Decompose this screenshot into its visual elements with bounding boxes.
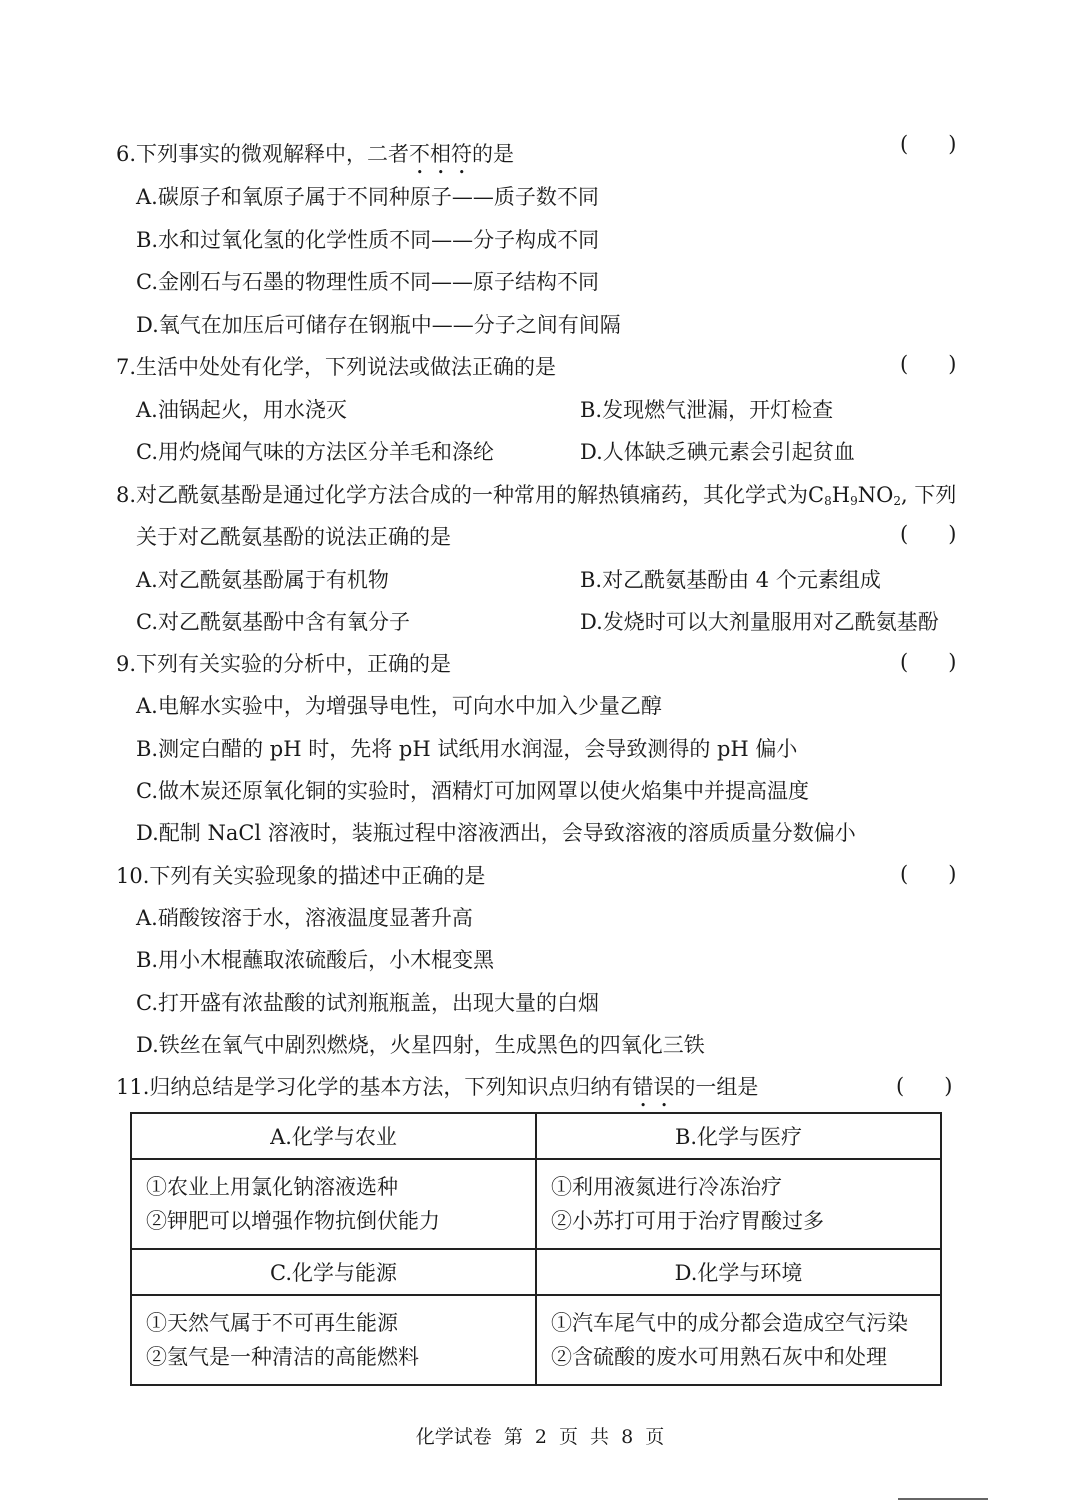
table-cell-c-line1: ①天然气属于不可再生能源: [146, 1311, 398, 1335]
knowledge-summary-table: [130, 1112, 942, 1386]
question-7-option-b: B.发现燃气泄漏，开灯检查: [580, 398, 834, 422]
question-9-option-c: C.做木炭还原氧化铜的实验时，酒精灯可加网罩以使火焰集中并提高温度: [136, 779, 809, 803]
question-9-option-b: B.测定白醋的 pH 时，先将 pH 试纸用水润湿，会导致测得的 pH 偏小: [136, 737, 798, 761]
question-6-option-b: B.水和过氧化氢的化学性质不同——分子构成不同: [136, 228, 600, 252]
table-cell-a: [131, 1159, 536, 1249]
question-10-option-a: A.硝酸铵溶于水，溶液温度显著升高: [136, 906, 473, 930]
table-cell-a-line2: ②钾肥可以增强作物抗倒伏能力: [146, 1209, 440, 1233]
table-cell-d: [536, 1295, 941, 1385]
table-header-d: D.化学与环境: [536, 1249, 941, 1295]
page-footer: 化学试卷 第 2 页 共 8 页: [415, 1426, 665, 1448]
table-cell-a-line1: ①农业上用氯化钠溶液选种: [146, 1175, 398, 1199]
question-7-option-d: D.人体缺乏碘元素会引起贫血: [580, 440, 855, 464]
question-8-option-d: D.发烧时可以大剂量服用对乙酰氨基酚: [580, 610, 939, 634]
question-8-stem-line2: 关于对乙酰氨基酚的说法正确的是: [136, 525, 451, 549]
question-10-answer-bracket: ( ): [900, 862, 957, 886]
question-10-option-c: C.打开盛有浓盐酸的试剂瓶瓶盖，出现大量的白烟: [136, 991, 599, 1015]
question-8-answer-bracket: ( ): [900, 522, 957, 546]
question-6-stem: 6.下列事实的微观解释中，二者不相符的是: [116, 142, 515, 166]
scan-edge-mark: [898, 1498, 988, 1504]
table-cell-d-line2: ②含硫酸的废水可用熟石灰中和处理: [551, 1345, 887, 1369]
table-header-c: C.化学与能源: [131, 1249, 536, 1295]
table-cell-c-line2: ②氢气是一种清洁的高能燃料: [146, 1345, 419, 1369]
question-7-stem: 7.生活中处处有化学，下列说法或做法正确的是: [116, 355, 557, 379]
question-7-option-c: C.用灼烧闻气味的方法区分羊毛和涤纶: [136, 440, 494, 464]
question-10-stem: 10.下列有关实验现象的描述中正确的是: [116, 864, 486, 888]
question-6-option-d: D.氧气在加压后可储存在钢瓶中——分子之间有间隔: [136, 313, 621, 337]
question-8-option-a: A.对乙酰氨基酚属于有机物: [136, 568, 389, 592]
chemical-formula: $C_8H_9NO_2$: [808, 483, 901, 508]
table-header-b: B.化学与医疗: [536, 1113, 941, 1159]
table-cell-b-line2: ②小苏打可用于治疗胃酸过多: [551, 1209, 824, 1233]
question-8-stem-line1: 8.对乙酰氨基酚是通过化学方法合成的一种常用的解热镇痛药，其化学式为$C_8H_9NO_2$, 下列: [116, 483, 957, 508]
question-10-option-d: D.铁丝在氧气中剧烈燃烧，火星四射，生成黑色的四氧化三铁: [136, 1033, 705, 1057]
question-11-answer-bracket: ( ): [896, 1074, 953, 1098]
table-cell-d-line1: ①汽车尾气中的成分都会造成空气污染: [551, 1311, 908, 1335]
question-9-option-a: A.电解水实验中，为增强导电性，可向水中加入少量乙醇: [136, 694, 662, 718]
question-8-option-c: C.对乙酰氨基酚中含有氧分子: [136, 610, 410, 634]
question-9-stem: 9.下列有关实验的分析中，正确的是: [116, 652, 452, 676]
question-10-option-b: B.用小木棍蘸取浓硫酸后，小木棍变黑: [136, 948, 495, 972]
table-header-a: A.化学与农业: [131, 1113, 536, 1159]
question-11-stem: 11.归纳总结是学习化学的基本方法，下列知识点归纳有错误的一组是: [116, 1075, 759, 1099]
table-cell-b-line1: ①利用液氮进行冷冻治疗: [551, 1175, 782, 1199]
question-6-answer-bracket: ( ): [900, 132, 957, 156]
question-7-option-a: A.油锅起火，用水浇灭: [136, 398, 347, 422]
question-9-option-d: D.配制 NaCl 溶液时，装瓶过程中溶液洒出，会导致溶液的溶质质量分数偏小: [136, 821, 856, 845]
table-cell-b: [536, 1159, 941, 1249]
question-6-option-a: A.碳原子和氧原子属于不同种原子——质子数不同: [136, 185, 599, 209]
question-7-answer-bracket: ( ): [900, 352, 957, 376]
question-6-option-c: C.金刚石与石墨的物理性质不同——原子结构不同: [136, 270, 599, 294]
table-cell-c: [131, 1295, 536, 1385]
question-8-option-b: B.对乙酰氨基酚由 4 个元素组成: [580, 568, 881, 592]
question-9-answer-bracket: ( ): [900, 650, 957, 674]
